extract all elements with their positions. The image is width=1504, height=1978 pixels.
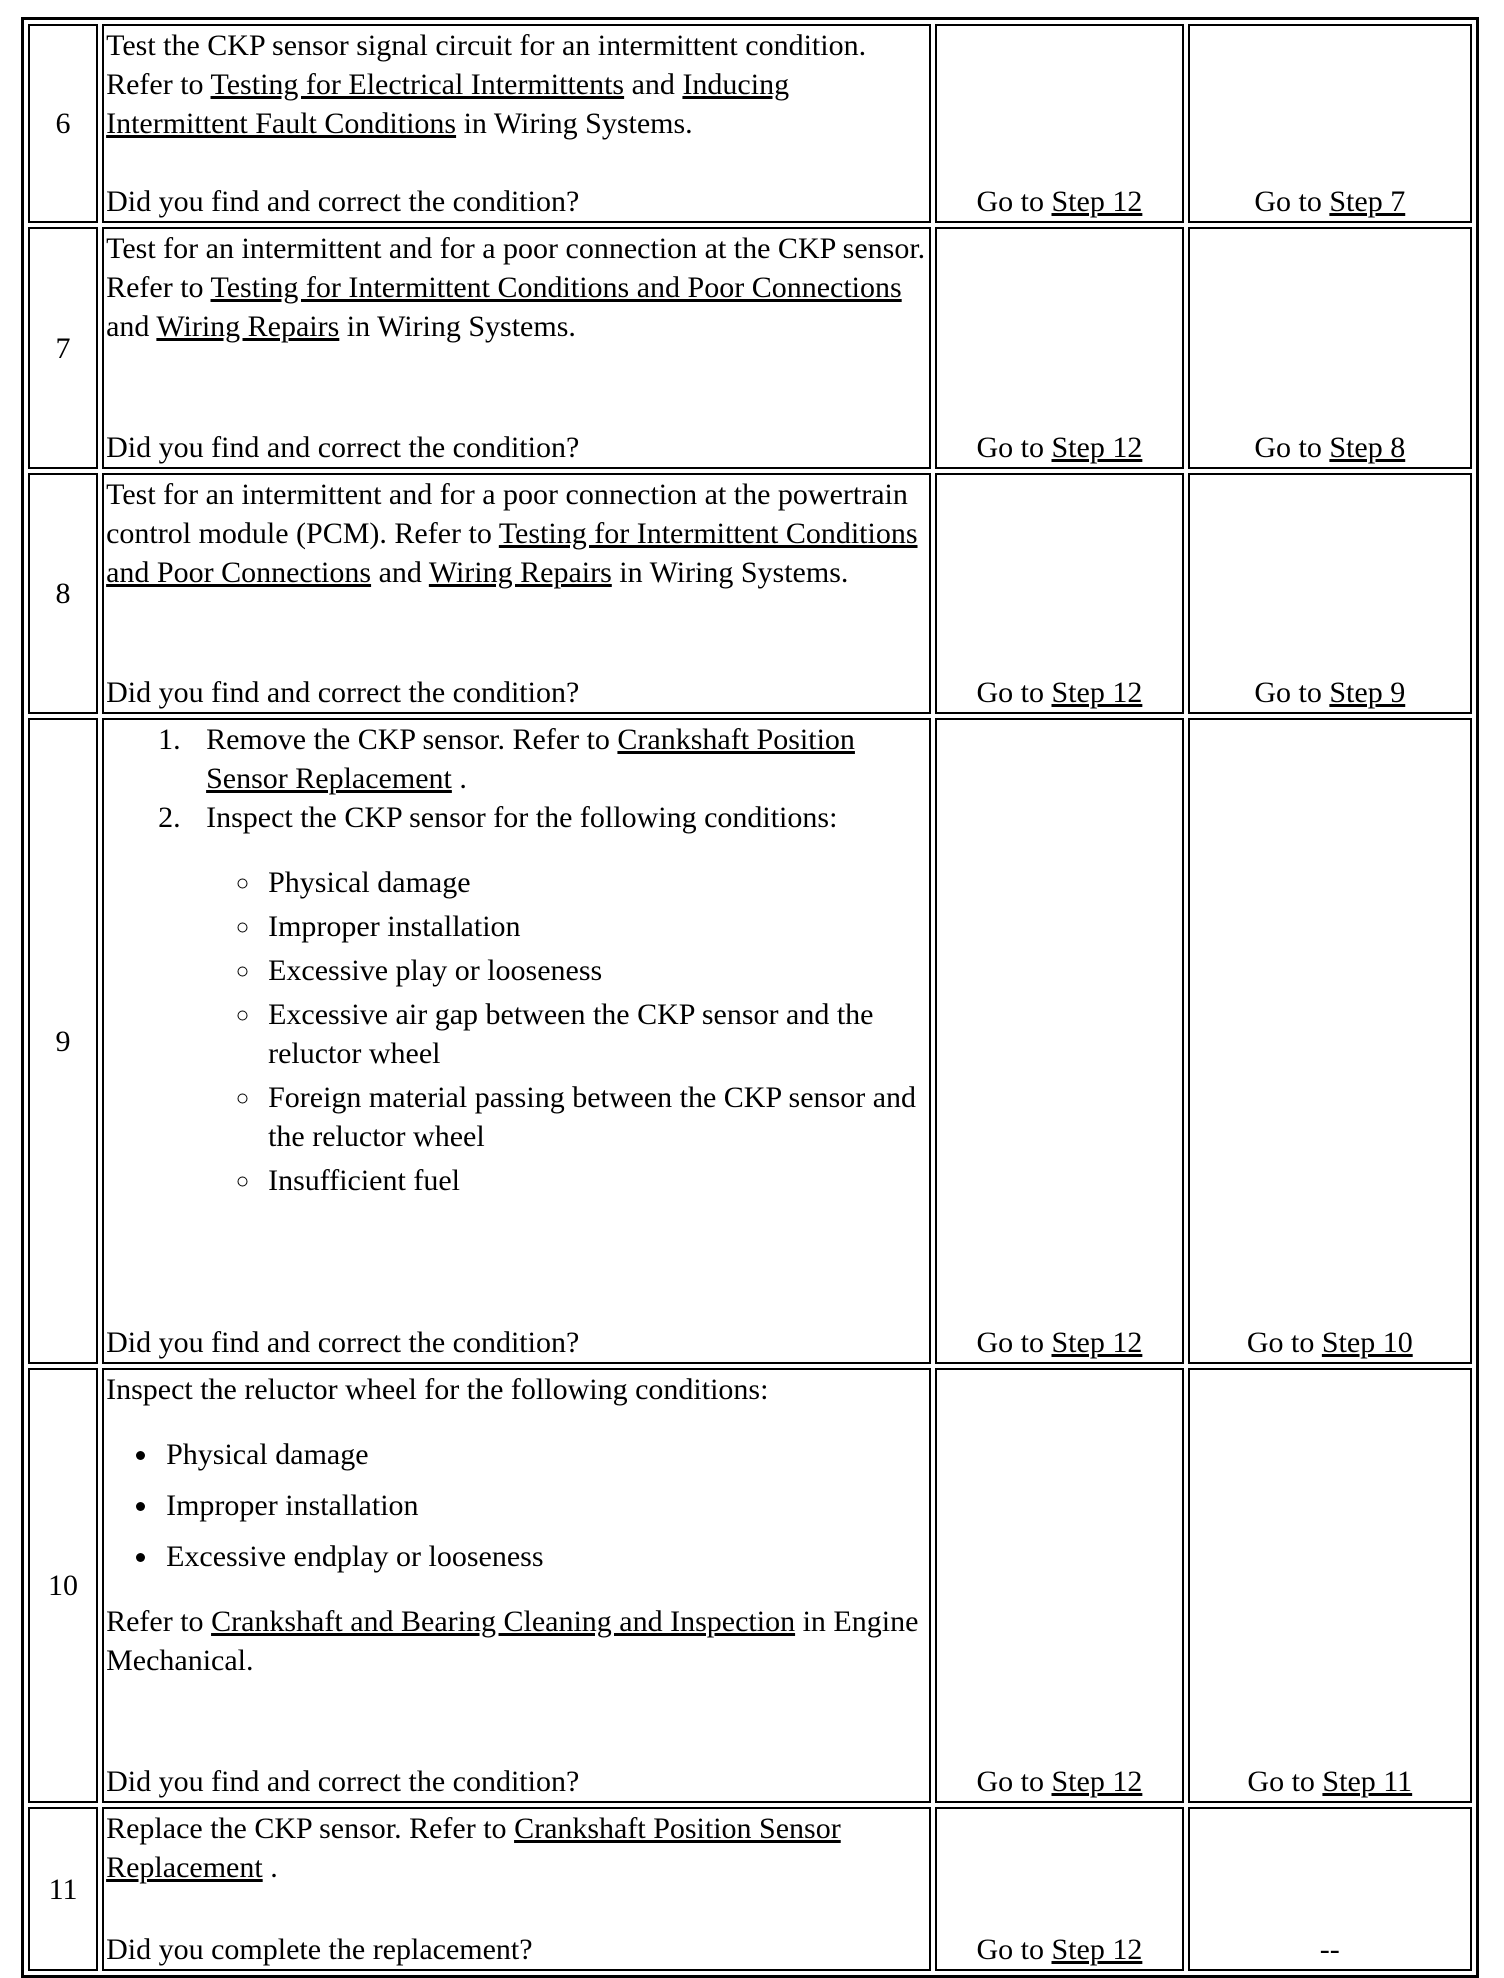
text-segment: Replace the CKP sensor. Refer to	[106, 1812, 515, 1845]
yes-result	[935, 1807, 1183, 1971]
instruction-paragraph	[106, 229, 927, 346]
goto-step-link[interactable]: Step 7	[1329, 185, 1406, 218]
description-content	[106, 720, 927, 1362]
condition-item: ◦ Improper installation	[262, 907, 927, 946]
goto-step-link[interactable]: Step 12	[1051, 431, 1143, 464]
reference-link[interactable]: Wiring Repairs	[428, 556, 612, 589]
goto-step-link[interactable]: Step 12	[1051, 676, 1143, 709]
yes-result	[935, 227, 1183, 469]
goto-step-link[interactable]: Step 12	[1051, 1933, 1143, 1966]
no-result	[1188, 24, 1472, 223]
table-row	[28, 473, 1472, 714]
instructions	[106, 1370, 927, 1680]
no-result	[1188, 1368, 1472, 1803]
instruction-paragraph	[106, 475, 927, 592]
step-description	[102, 1368, 931, 1803]
text-segment: Remove the CKP sensor. Refer to	[206, 723, 618, 756]
no-action: --	[1319, 1933, 1340, 1966]
instruction-paragraph	[106, 1602, 927, 1680]
table-body	[28, 24, 1472, 1971]
step-description	[102, 473, 931, 714]
step-description	[102, 1807, 931, 1971]
instructions	[106, 229, 927, 346]
step-question: Did you complete the replacement?	[106, 1933, 533, 1966]
text-segment: Test the CKP sensor signal circuit for an intermittent condition. Refer to	[106, 29, 867, 101]
condition-item: ◦ Physical damage	[262, 863, 927, 902]
goto-label: Go to	[1254, 676, 1330, 709]
instructions	[106, 475, 927, 592]
table-row	[28, 227, 1472, 469]
text-segment: and	[371, 556, 429, 589]
instructions	[106, 1809, 927, 1887]
goto-step-link[interactable]: Step 12	[1051, 185, 1143, 218]
condition-list	[206, 863, 927, 1200]
goto-label: Go to	[1254, 185, 1330, 218]
goto-step-link[interactable]: Step 10	[1321, 1326, 1413, 1359]
text-segment: Refer to	[106, 1605, 212, 1638]
reference-link[interactable]: Testing for Intermittent Conditions and Poor Connections	[210, 271, 902, 304]
reference-link[interactable]: Testing for Intermittent Conditions and Poor Connections	[106, 517, 918, 589]
instruction-paragraph	[106, 26, 927, 143]
goto-step-link[interactable]: Step 12	[1051, 1765, 1143, 1798]
table-row	[28, 718, 1472, 1364]
table-row	[28, 24, 1472, 223]
step-number: 10	[28, 1368, 98, 1803]
text-segment: Inspect the CKP sensor for the following conditions:	[206, 801, 838, 834]
no-result	[1188, 473, 1472, 714]
goto-step-link[interactable]: Step 12	[1051, 1326, 1143, 1359]
text-segment: Inspect the reluctor wheel for the following conditions:	[106, 1373, 769, 1406]
yes-result	[935, 718, 1183, 1364]
yes-result	[935, 473, 1183, 714]
description-content	[106, 229, 927, 467]
condition-item: ◦ Foreign material passing between the CKP sensor and the reluctor wheel	[262, 1078, 927, 1156]
step-description	[102, 227, 931, 469]
text-segment: Test for an intermittent and for a poor connection at the powertrain control module (PCM). Refer to	[106, 478, 908, 550]
step-number: 6	[28, 24, 98, 223]
step-number: 7	[28, 227, 98, 469]
goto-label: Go to	[976, 431, 1052, 464]
text-segment: Test for an intermittent and for a poor connection at the CKP sensor. Refer to	[106, 232, 926, 304]
text-segment: in Wiring Systems.	[456, 107, 693, 140]
text-segment: and	[106, 310, 157, 343]
table-row	[28, 1807, 1472, 1971]
step-description	[102, 24, 931, 223]
description-content	[106, 1809, 927, 1969]
yes-result	[935, 24, 1183, 223]
no-result	[1188, 227, 1472, 469]
condition-item: ◦ Insufficient fuel	[262, 1161, 927, 1200]
reference-link[interactable]: Wiring Repairs	[156, 310, 340, 343]
description-content	[106, 475, 927, 712]
table-row	[28, 1368, 1472, 1803]
instructions	[106, 26, 927, 143]
yes-result	[935, 1368, 1183, 1803]
step-number: 8	[28, 473, 98, 714]
text-segment: in Wiring Systems.	[339, 310, 576, 343]
numbered-steps	[106, 720, 927, 1200]
step-question: Did you find and correct the condition?	[106, 1765, 580, 1798]
instruction-paragraph	[106, 1809, 927, 1887]
goto-label: Go to	[976, 1933, 1052, 1966]
condition-item: • Improper installation	[160, 1486, 927, 1525]
step-description	[102, 718, 931, 1364]
condition-item: • Excessive endplay or looseness	[160, 1537, 927, 1576]
goto-label: Go to	[1247, 1765, 1323, 1798]
text-segment: .	[262, 1851, 278, 1884]
step-question: Did you find and correct the condition?	[106, 185, 580, 218]
step-question: Did you find and correct the condition?	[106, 431, 580, 464]
text-segment: and	[624, 68, 683, 101]
goto-step-link[interactable]: Step 9	[1329, 676, 1406, 709]
goto-label: Go to	[976, 1326, 1052, 1359]
condition-item: ◦ Excessive play or looseness	[262, 951, 927, 990]
condition-item: ◦ Excessive air gap between the CKP sensor and the reluctor wheel	[262, 995, 927, 1073]
instructions	[106, 720, 927, 1205]
reference-link[interactable]: Crankshaft Position Sensor Replacement	[206, 723, 855, 795]
goto-label: Go to	[1254, 431, 1330, 464]
step-number: 9	[28, 718, 98, 1364]
reference-link[interactable]: Inducing Intermittent Fault Conditions	[106, 68, 790, 140]
goto-label: Go to	[976, 185, 1052, 218]
text-segment: in Wiring Systems.	[611, 556, 849, 589]
step-question: Did you find and correct the condition?	[106, 676, 580, 709]
step-number: 11	[28, 1807, 98, 1971]
no-result	[1188, 718, 1472, 1364]
text-segment: .	[451, 762, 467, 795]
text-segment: in Engine Mechanical.	[106, 1605, 919, 1677]
goto-step-link[interactable]: Step 8	[1329, 431, 1406, 464]
condition-item: • Physical damage	[160, 1435, 927, 1474]
goto-step-link[interactable]: Step 11	[1322, 1765, 1413, 1798]
instruction-paragraph	[106, 1370, 927, 1409]
reference-link[interactable]: Crankshaft Position Sensor Replacement	[106, 1812, 841, 1884]
description-content	[106, 26, 927, 221]
reference-link[interactable]: Crankshaft and Bearing Cleaning and Inspection	[211, 1605, 796, 1638]
goto-label: Go to	[976, 676, 1052, 709]
goto-label: Go to	[1246, 1326, 1322, 1359]
numbered-step	[188, 798, 927, 1200]
condition-list	[106, 1435, 927, 1576]
goto-label: Go to	[976, 1765, 1052, 1798]
step-question: Did you find and correct the condition?	[106, 1326, 580, 1359]
diagnostic-steps-table	[21, 17, 1479, 1978]
no-result	[1188, 1807, 1472, 1971]
numbered-step	[188, 720, 927, 798]
description-content	[106, 1370, 927, 1801]
reference-link[interactable]: Testing for Electrical Intermittents	[210, 68, 625, 101]
